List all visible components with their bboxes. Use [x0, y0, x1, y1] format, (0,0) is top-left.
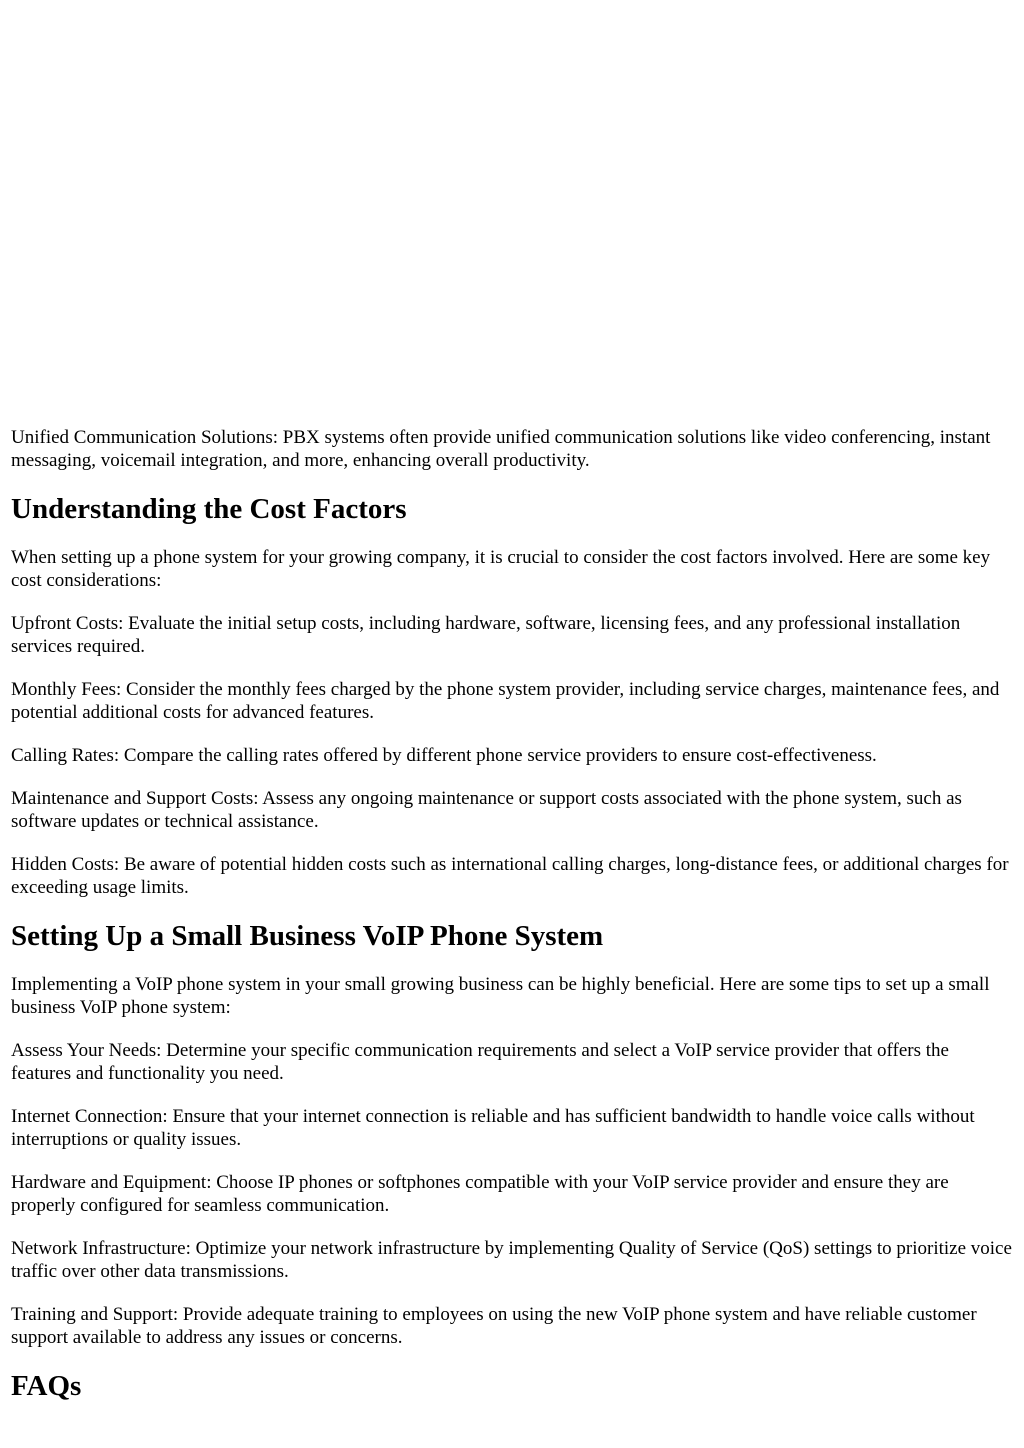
paragraph-calling-rates: Calling Rates: Compare the calling rates offered by different phone service providers to ensure cost-effectiveness. [11, 745, 877, 766]
paragraph-monthly-fees: Monthly Fees: Consider the monthly fees charged by the phone system provider, including service charges, maintenance fees, and potential additional costs for advanced features. [11, 679, 1000, 723]
blank-area [0, 0, 1024, 420]
paragraph-voip-lead: Implementing a VoIP phone system in your small growing business can be highly beneficial. Here are some tips to set up a small business VoIP phone system: [11, 974, 990, 1018]
heading-voip-setup: Setting Up a Small Business VoIP Phone System [11, 920, 604, 952]
paragraph-training-support: Training and Support: Provide adequate training to employees on using the new VoIP phone system and have reliable customer support available to address any issues or concerns. [11, 1304, 977, 1348]
paragraph-hardware-equipment: Hardware and Equipment: Choose IP phones or softphones compatible with your VoIP service provider and ensure they are properly configured for seamless communication. [11, 1172, 949, 1216]
paragraph-unified-communication: Unified Communication Solutions: PBX systems often provide unified communication solutions like video conferencing, instant messaging, voicemail integration, and more, enhancing overall productivity. [11, 427, 991, 471]
paragraph-assess-needs: Assess Your Needs: Determine your specific communication requirements and select a VoIP service provider that offers the features and functionality you need. [11, 1040, 949, 1084]
paragraph-maintenance-costs: Maintenance and Support Costs: Assess any ongoing maintenance or support costs associated with the phone system, such as software updates or technical assistance. [11, 788, 962, 832]
heading-faqs: FAQs [11, 1370, 82, 1402]
paragraph-network-infrastructure: Network Infrastructure: Optimize your network infrastructure by implementing Quality of Service (QoS) settings to prioritize voice traffic over other data transmissions. [11, 1238, 1012, 1282]
heading-cost-factors: Understanding the Cost Factors [11, 493, 407, 525]
paragraph-internet-connection: Internet Connection: Ensure that your internet connection is reliable and has sufficient bandwidth to handle voice calls without interruptions or quality issues. [11, 1106, 975, 1150]
paragraph-cost-lead: When setting up a phone system for your growing company, it is crucial to consider the cost factors involved. Here are some key cost considerations: [11, 547, 991, 591]
article-body [11, 426, 1013, 1423]
paragraph-hidden-costs: Hidden Costs: Be aware of potential hidden costs such as international calling charges, long-distance fees, or additional charges for exceeding usage limits. [11, 854, 1009, 898]
paragraph-upfront-costs: Upfront Costs: Evaluate the initial setup costs, including hardware, software, licensing fees, and any professional installation services required. [11, 613, 961, 657]
